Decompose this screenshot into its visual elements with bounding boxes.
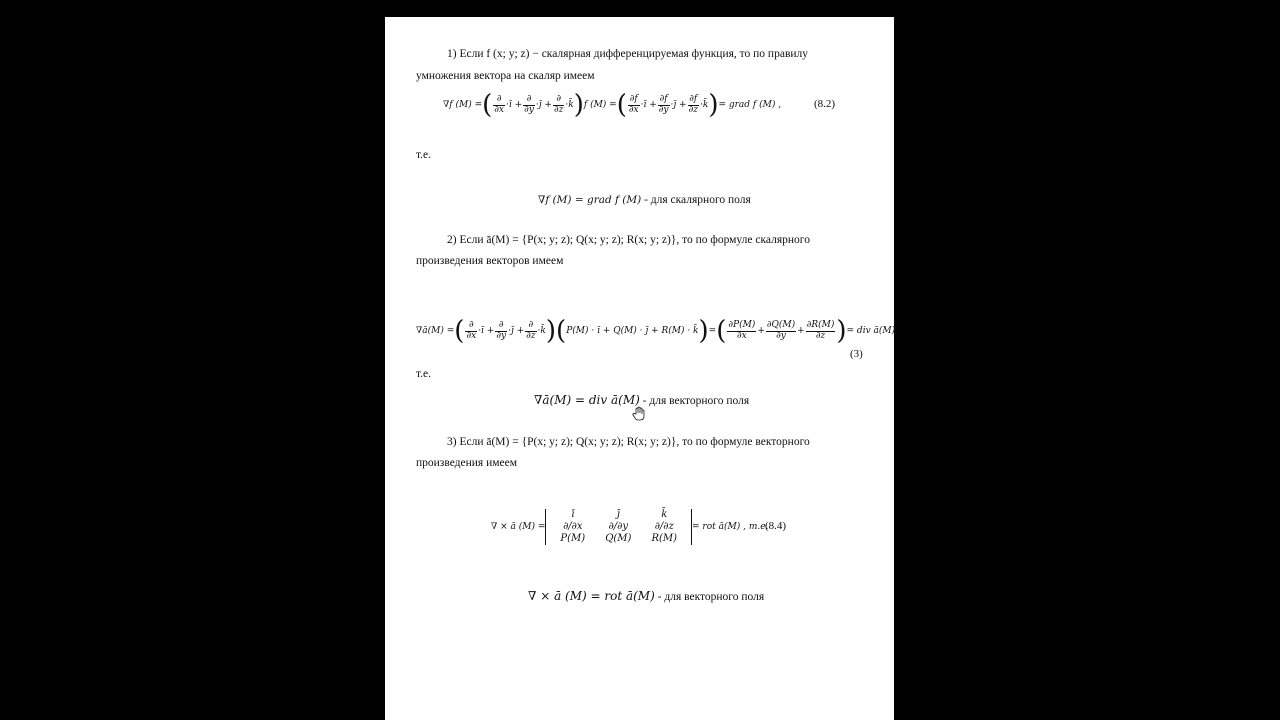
p2-result-text: - для векторного поля [639,395,750,407]
formula-8-4-rhs: = rot ā(M) , т.е. [692,522,769,532]
p2-result-math: ∇ā(M) = div ā(M) [534,393,640,407]
p1-result [538,190,751,208]
det-k: k̄ [661,509,668,520]
det-dz: ∂/∂z [654,521,674,532]
determinant [545,509,692,545]
equation-number-8-4: (8.4) [765,520,787,532]
formula-divergence: ∇ā(M) = ( $\frac{\partial}{\partial x}$ ·ī + $\frac{\partial}{\partial y}$ ·j̄ + $\frac{\partial}{\partial z}$ ·k̄ )( P(M) · ī + Q(M) · j̄ + R(M) · k̄ ) = ( $\frac{\partial P(M)}{\partial x}$ + $\frac{\partial Q(M)}{\partial y}$ + $\frac{\partial R(M)}{\partial z}$ ) = div ā(M) [416,316,896,346]
det-p: P(M) [560,533,586,544]
p1-line2: умножения вектора на скаляр имеем [416,70,595,82]
p1-result-math: ∇f (M) = grad f (M) [538,194,642,206]
formula-8-2-lhs: ∇f (M) = [443,100,483,110]
p3-result-text: - для векторного поля [654,591,765,603]
formula-8-4-lhs: ∇ × ā (M) = [491,522,546,532]
p3-line2: произведения имеем [416,457,518,469]
formula-8-2-rhs: = grad f (M) , [718,100,782,110]
p3-line1: 3) Если ā(M) = {P(x; y; z); Q(x; y; z); R(x; y; z)}, то по формуле векторного [447,436,810,448]
p1-result-text: - для скалярного поля [641,194,751,206]
p3-result [528,587,764,605]
formula-div-mid: P(M) · ī + Q(M) · j̄ + R(M) · k̄ [566,326,699,336]
formula-8-4 [491,499,768,555]
p2-line2: произведения векторов имеем [416,255,564,267]
det-r: R(M) [651,533,678,544]
p2-te: т.е. [416,368,432,380]
hand-cursor-icon [632,406,646,422]
p3-result-math: ∇ × ā (M) = rot ā(M) [528,589,655,603]
equation-number-3: (3) [850,348,863,360]
formula-div-rhs: = div ā(M) [846,326,896,336]
p1-te: т.е. [416,149,432,161]
det-dx: ∂/∂x [563,521,583,532]
det-i: ī [571,509,575,520]
formula-div-lhs: ∇ā(M) = [416,326,455,336]
p2-line1: 2) Если ā(M) = {P(x; y; z); Q(x; y; z); R(x; y; z)}, то по формуле скалярного [447,234,810,246]
formula-8-2: ∇f (M) = ( $\frac{\partial}{\partial x}$ ·ī + $\frac{\partial}{\partial y}$ ·j̄ + $\frac{\partial}{\partial z}$ ·k̄ ) f (M) = ( $\frac{\partial f}{\partial x}$ ·ī + $\frac{\partial f}{\partial y}$ ·j̄ + $\frac{\partial f}{\partial z}$ ·k̄ ) = grad f (M) , [443,90,782,120]
formula-8-2-f: f (M) = [583,100,617,110]
det-j: j̄ [616,509,620,520]
det-dy: ∂/∂y [608,521,629,532]
document-page [385,17,894,720]
p1-line1: 1) Если f (x; y; z) − скалярная дифференцируемая функция, то по правилу [447,48,809,60]
equation-number-8-2: (8.2) [814,98,836,110]
det-q: Q(M) [605,533,632,544]
